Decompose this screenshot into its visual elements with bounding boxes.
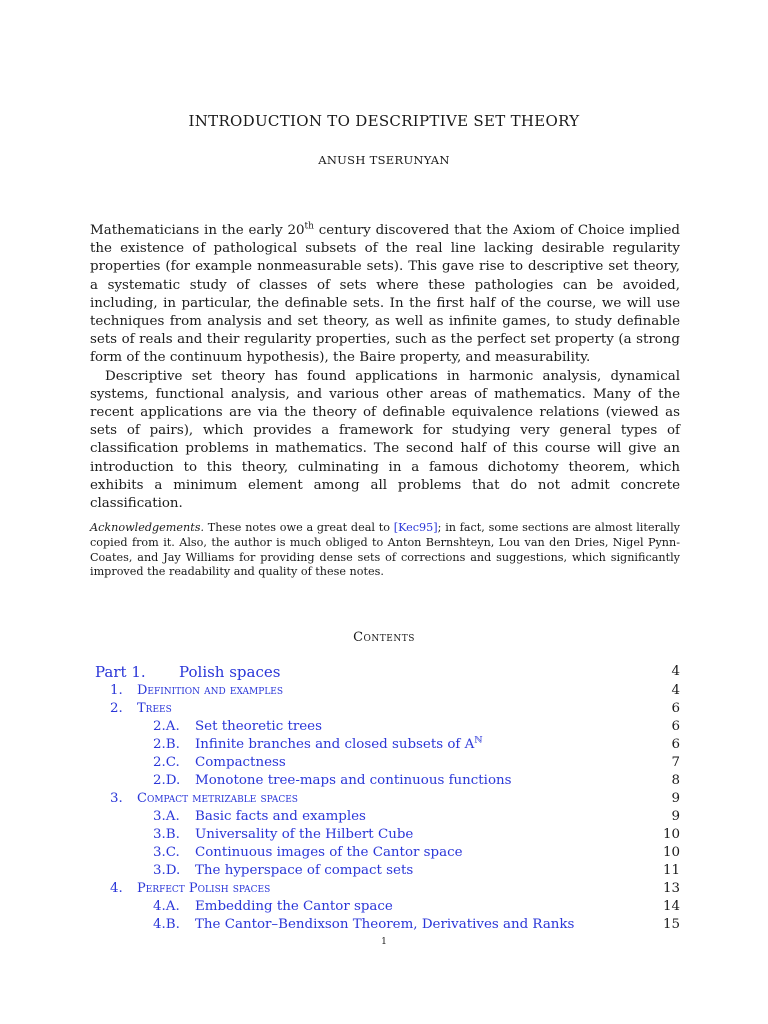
abstract (90, 222, 680, 513)
toc-entry[interactable] (95, 844, 680, 862)
toc-entry[interactable] (95, 700, 680, 718)
toc-entry-number[interactable]: 3.A. (153, 809, 180, 824)
toc-entry[interactable] (95, 662, 680, 682)
toc-entry-page[interactable]: 11 (662, 863, 680, 878)
abstract-paragraph-1 (90, 222, 680, 368)
toc-entry-title[interactable] (179, 662, 280, 682)
toc-entry-number[interactable]: 2.C. (153, 755, 180, 770)
abstract-text: Mathematicians in the early 20 (90, 223, 305, 238)
toc-entry[interactable] (95, 862, 680, 880)
toc-entry-number[interactable]: 2. (110, 701, 123, 716)
toc-entry-title-text[interactable]: Compactness (195, 755, 286, 770)
toc-entry-page[interactable]: 10 (662, 845, 680, 860)
toc-entry-page[interactable]: 6 (671, 737, 680, 752)
toc-entry-title[interactable] (195, 754, 286, 772)
toc-entry-title[interactable] (195, 844, 463, 862)
toc-entry[interactable] (95, 790, 680, 808)
toc-entry[interactable] (95, 826, 680, 844)
toc-entry-number[interactable]: 4.B. (153, 917, 180, 932)
superscript: ℕ (474, 735, 483, 746)
toc-entry-page[interactable]: 8 (671, 773, 680, 788)
page-number: 1 (381, 937, 387, 947)
toc-entry-page[interactable]: 9 (671, 809, 680, 824)
toc-entry[interactable] (95, 808, 680, 826)
toc-entry-title-text[interactable]: The Cantor–Bendixson Theorem, Derivatives and Ranks (195, 917, 575, 932)
toc-entry-title-text[interactable]: Embedding the Cantor space (195, 899, 393, 914)
toc-entry-number[interactable]: 4.A. (153, 899, 180, 914)
toc-entry-page[interactable]: 10 (662, 827, 680, 842)
toc-entry[interactable] (95, 754, 680, 772)
toc-entry-title-text[interactable]: Trees (137, 701, 172, 716)
toc-entry-title-text[interactable]: Universality of the Hilbert Cube (195, 827, 414, 842)
superscript: th (304, 221, 314, 232)
acknowledgements-text: ; in fact, some sections are almost literally copied from it. Also, the author is much obliged to Anton Bernshteyn, Lou van den Dries, Nigel Pynn-Coates, and Jay Williams for providing dense sets of corrections and suggestions, which significantly improved the readability and quality of these notes. (90, 521, 680, 579)
toc-entry-title-text[interactable]: Definition and examples (137, 683, 284, 698)
toc-entry-title-text[interactable]: Perfect Polish spaces (137, 881, 271, 896)
acknowledgements-label: Acknowledgements. (90, 521, 205, 534)
toc-entry-page[interactable]: 7 (671, 755, 680, 770)
toc-entry-number[interactable]: 2.A. (153, 719, 180, 734)
toc-entry[interactable] (95, 718, 680, 736)
paper-title: INTRODUCTION TO DESCRIPTIVE SET THEORY (188, 112, 580, 130)
toc-entry-page[interactable]: 4 (671, 664, 680, 679)
citation-link-kec95[interactable]: [Kec95] (393, 521, 438, 534)
toc-entry-title-text[interactable]: The hyperspace of compact sets (195, 863, 414, 878)
toc-entry-number[interactable]: 1. (110, 683, 123, 698)
toc-entry-title[interactable] (195, 862, 413, 880)
toc-entry-title[interactable] (137, 700, 172, 718)
toc-entry[interactable] (95, 898, 680, 916)
toc-entry-number[interactable]: Part 1. (95, 663, 146, 681)
toc-entry[interactable] (95, 916, 680, 934)
toc-entry-page[interactable]: 4 (671, 683, 680, 698)
toc-entry-title[interactable] (195, 772, 512, 790)
toc-entry-title[interactable] (137, 880, 270, 898)
abstract-paragraph-2: Descriptive set theory has found applications in harmonic analysis, dynamical systems, functional analysis, and various other areas of mathematics. Many of the recent applications are via the theory of definable equivalence relations (viewed as sets of pairs), which provides a framework for studying very general types of classification problems in mathematics. The second half of this course will give an introduction to this theory, culminating in a famous dichotomy theorem, which exhibits a minimum element among all problems that do not admit concrete classification. (90, 368, 680, 512)
toc-entry-page[interactable]: 14 (662, 899, 680, 914)
toc-entry-title[interactable] (195, 718, 322, 736)
toc-entry[interactable] (95, 736, 680, 754)
toc-entry-title[interactable] (195, 826, 413, 844)
toc-entry-number[interactable]: 3. (110, 791, 123, 806)
toc-entry-title[interactable] (195, 898, 393, 916)
toc-entry-title[interactable] (137, 790, 298, 808)
toc-entry-title-text[interactable]: Polish spaces (179, 663, 281, 681)
toc-entry-page[interactable]: 15 (662, 917, 680, 932)
toc-entry[interactable] (95, 880, 680, 898)
toc-entry-title[interactable] (195, 736, 483, 754)
toc-entry-number[interactable]: 3.B. (153, 827, 180, 842)
paper-author: ANUSH TSERUNYAN (318, 153, 450, 167)
toc-entry-title[interactable] (137, 682, 283, 700)
toc-entry[interactable] (95, 772, 680, 790)
table-of-contents (95, 662, 680, 934)
toc-entry-number[interactable]: 3.C. (153, 845, 180, 860)
toc-entry-title[interactable] (195, 916, 574, 934)
acknowledgements (90, 521, 680, 580)
toc-entry-page[interactable]: 9 (671, 791, 680, 806)
toc-entry-number[interactable]: 3.D. (153, 863, 181, 878)
toc-entry-title-text[interactable]: Continuous images of the Cantor space (195, 845, 463, 860)
toc-entry-page[interactable]: 6 (671, 701, 680, 716)
toc-entry-number[interactable]: 4. (110, 881, 123, 896)
toc-entry-title-text[interactable]: Basic facts and examples (195, 809, 366, 824)
toc-entry-title[interactable] (195, 808, 366, 826)
toc-entry-page[interactable]: 13 (662, 881, 680, 896)
toc-entry[interactable] (95, 682, 680, 700)
toc-entry-number[interactable]: 2.D. (153, 773, 181, 788)
contents-heading: Contents (353, 630, 415, 645)
toc-entry-number[interactable]: 2.B. (153, 737, 180, 752)
abstract-text: century discovered that the Axiom of Choice implied the existence of pathological subsets of the real line lacking desirable regularity properties (for example nonmeasurable sets). This gave rise to descriptive set theory, a systematic study of classes of sets where these pathologies can be avoided, including, in particular, the definable sets. In the first half of the course, we will use techniques from analysis and set theory, as well as infinite games, to study definable sets of reals and their regularity properties, such as the perfect set property (a strong form of the continuum hypothesis), the Baire property, and measurability. (90, 223, 680, 366)
toc-entry-page[interactable]: 6 (671, 719, 680, 734)
toc-entry-title-text[interactable]: Compact metrizable spaces (137, 791, 298, 806)
acknowledgements-text: These notes owe a great deal to (204, 521, 394, 534)
toc-entry-title-text[interactable]: Set theoretic trees (195, 719, 322, 734)
toc-entry-title-text[interactable]: Monotone tree-maps and continuous functions (195, 773, 512, 788)
toc-entry-title-text[interactable]: Infinite branches and closed subsets of A (195, 737, 475, 752)
